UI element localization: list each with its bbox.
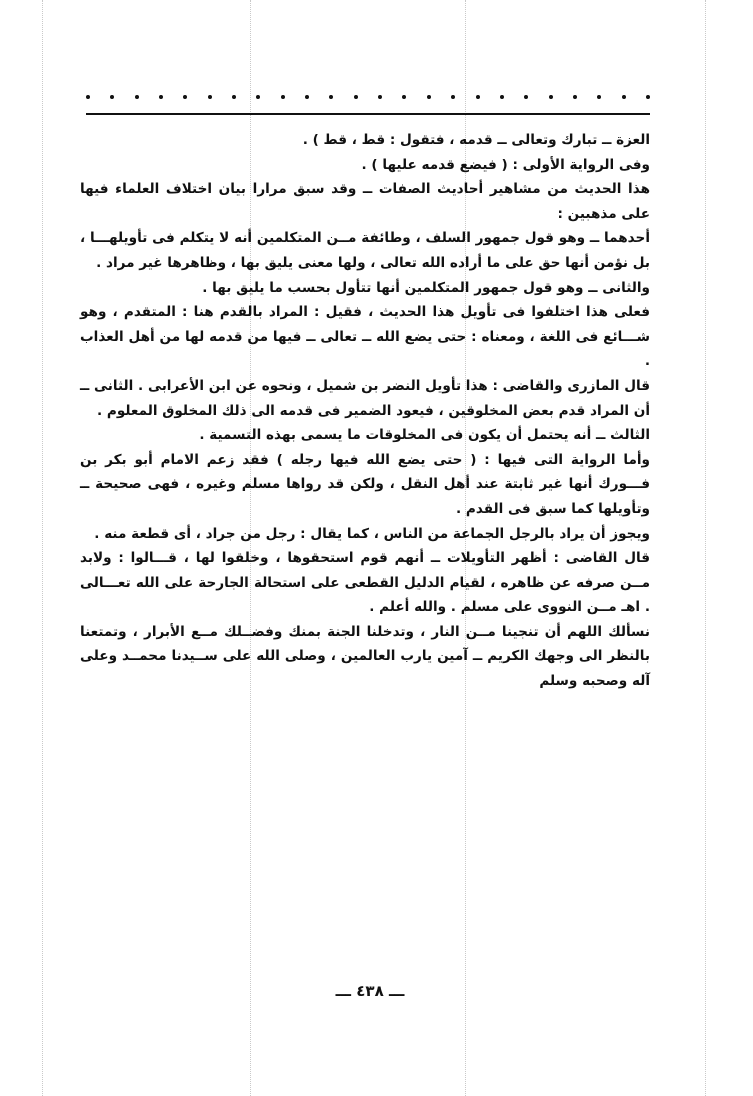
ornament-dot (402, 95, 406, 99)
ornament-dot (329, 95, 333, 99)
ornament-dot (427, 95, 431, 99)
ornament-dot (549, 95, 553, 99)
ornament-dot (159, 95, 163, 99)
paragraph: وفى الرواية الأولى : ( فيضع قدمه عليها ) . (361, 156, 650, 173)
ornament-dot (500, 95, 504, 99)
paragraph: قال المازرى والقاضى : هذا تأويل النضر بن شميل ، ونحوه عن ابن الأعرابى . الثانى ــ أن المراد قدم بعض المخلوقين ، فيعود الضمير فى قدمه الى ذلك المخلوق المعلوم . (80, 377, 650, 419)
paragraph: العزة ــ تبارك وتعالى ــ قدمه ، فتقول : قط ، قط ) . (302, 132, 650, 148)
paragraph: هذا الحديث من مشاهير أحاديث الصفات ــ وقد سبق مرارا بيان اختلاف العلماء فيها على مذهبين : (80, 181, 650, 222)
ornament-dot (573, 95, 577, 99)
scan-guide-line (42, 0, 43, 1096)
ornament-dot (281, 95, 285, 99)
ornament-dot (86, 95, 90, 99)
header-ornament (86, 91, 650, 117)
header-rule-line (86, 113, 650, 115)
header-dot-row (86, 91, 650, 103)
ornament-dot (524, 95, 528, 99)
ornament-dot (622, 95, 626, 99)
paragraph: وأما الرواية التى فيها : ( حتى يضع الله فيها رجله ) فقد زعم الامام أبو بكر بن فـــورك أنها غير ثابتة عند أهل النقل ، ولكن قد رواها مسلم وغيره ، فهى صحيحة ــ وتأويلها كما سبق فى القدم . (80, 451, 650, 517)
paragraph: ويجوز أن يراد بالرجل الجماعة من الناس ، كما يقال : رجل من جراد ، أى قطعة منه . (94, 525, 650, 542)
paragraph: نسألك اللهم أن تنجينا مــن النار ، وتدخلنا الجنة بمنك وفضــلك مــع الأبرار ، وتمتعنا بالنظر الى وجهك الكريم ــ آمين يارب العالمين ، وصلى الله على ســيدنا محمــد وعلى آله وصحبه وسلم (80, 623, 650, 690)
ornament-dot (451, 95, 455, 99)
ornament-dot (183, 95, 187, 99)
ornament-dot (476, 95, 480, 99)
page-number: ـــ ٤٣٨ ـــ (335, 982, 405, 1000)
ornament-dot (305, 95, 309, 99)
ornament-dot (256, 95, 260, 99)
ornament-dot (378, 95, 382, 99)
body-text (80, 128, 650, 694)
paragraph: الثالث ــ أنه يحتمل أن يكون فى المخلوقات ما يسمى بهذه التسمية . (199, 427, 650, 444)
ornament-dot (232, 95, 236, 99)
ornament-dot (646, 95, 650, 99)
ornament-dot (354, 95, 358, 99)
ornament-dot (110, 95, 114, 99)
paragraph: قال القاضى : أظهر التأويلات ــ أنهم قوم استحقوها ، وخلقوا لها ، قـــالوا : ولابد مــن صرفه عن ظاهره ، لقيام الدليل القطعى على استحالة الجارحة على الله تعـــالى . اهـ مــن النووى على مسلم . والله أعلم . (80, 550, 650, 616)
paragraph: أحدهما ــ وهو قول جمهور السلف ، وطائفة مــن المتكلمين أنه لا يتكلم فى تأويلهـــا ، بل نؤمن أنها حق على ما أراده الله تعالى ، ولها معنى يليق بها ، وظاهرها غير مراد . (80, 230, 650, 271)
ornament-dot (597, 95, 601, 99)
paragraph: فعلى هذا اختلفوا فى تأويل هذا الحديث ، فقيل : المراد بالقدم هنا : المتقدم ، وهو شـــائع فى اللغة ، ومعناه : حتى يضع الله ــ تعالى ــ فيها من قدمه لها من أهل العذاب . (80, 304, 650, 370)
scan-guide-line (705, 0, 706, 1096)
ornament-dot (208, 95, 212, 99)
paragraph: والثانى ــ وهو قول جمهور المتكلمين أنها تتأول بحسب ما يليق بها . (202, 279, 650, 296)
ornament-dot (135, 95, 139, 99)
